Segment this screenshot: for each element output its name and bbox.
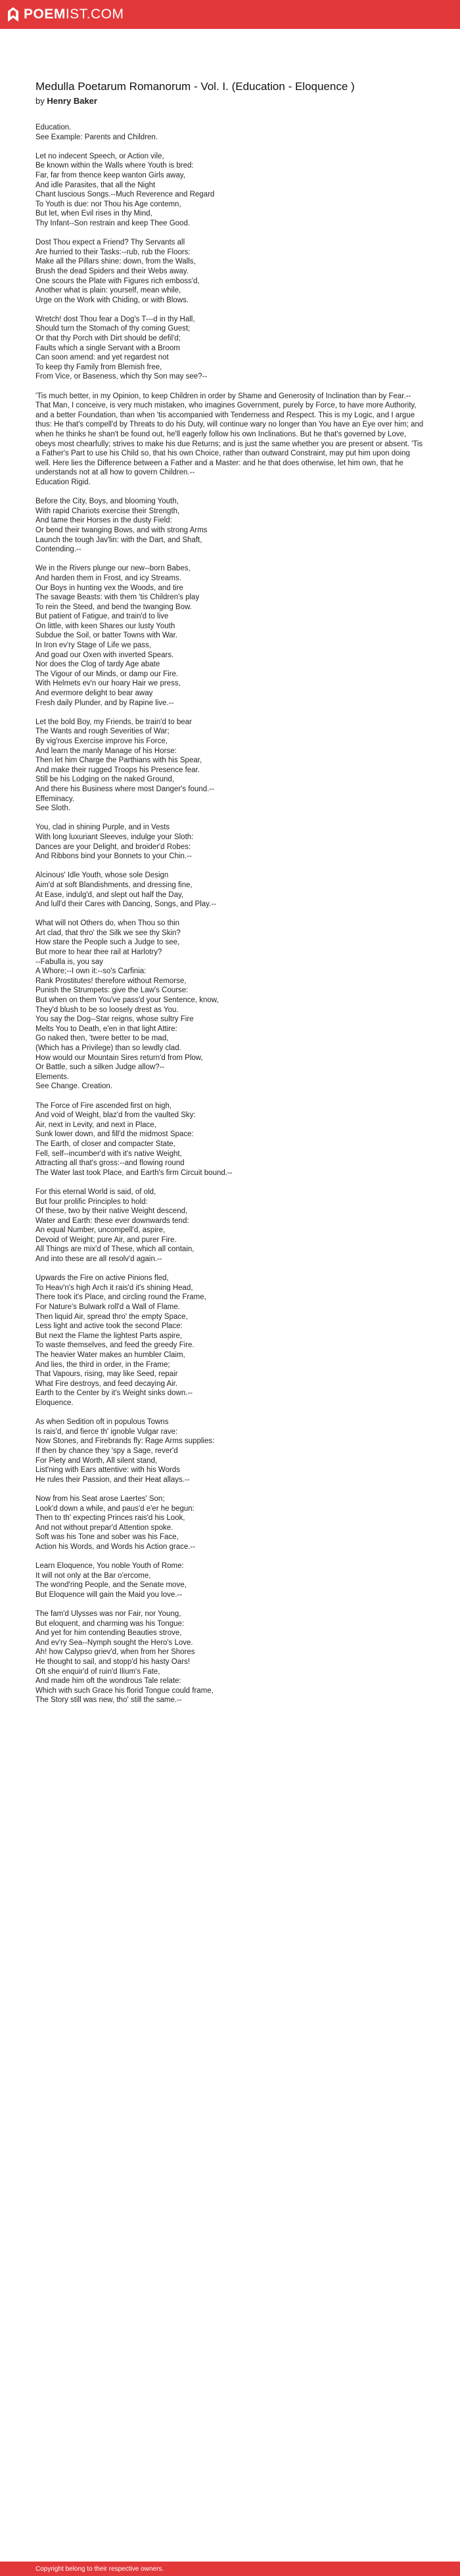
poem-line: Faults which a single Servant with a Broom: [35, 344, 180, 352]
poem-line: Water and Earth: these ever downwards tend:: [35, 1216, 189, 1225]
poem-line: And there his Business where most Danger's found.--: [35, 785, 214, 793]
poem-line: Education Rigid.: [35, 478, 91, 486]
poem-line: He rules their Passion, and their Heat allays.--: [35, 1475, 190, 1484]
poem-line: And learn the manly Manage of his Horse:: [35, 747, 177, 755]
poem-line: With long luxuriant Sleeves, indulge your Sloth:: [35, 833, 194, 841]
poem-line: And lies, the third in order, in the Frame;: [35, 1360, 170, 1369]
poem-line: List'ning with Ears attentive: with his Words: [35, 1466, 180, 1475]
poem-line: Is rais'd, and fierce th' ignoble Vulgar rave:: [35, 1427, 178, 1436]
poem-line: And harden them in Frost, and icy Streams.: [35, 574, 181, 582]
poem-line: And made him oft the wondrous Tale relate:: [35, 1677, 181, 1686]
poem-line: Earth to the Center by it's Weight sinks down.--: [35, 1389, 193, 1398]
poem-line: Now Stones, and Firebrands fly: Rage Arms supplies:: [35, 1437, 215, 1446]
poem-line: You say the Dog--Star reigns, whose sultry Fire: [35, 1015, 194, 1024]
poem-line: Art clad, that thro' the Silk we see thy Skin?: [35, 929, 181, 937]
poem-line: See Example: Parents and Children.: [35, 133, 158, 141]
poem-line: And make their rugged Troops his Presence fear.: [35, 766, 200, 774]
poem-line: Eloquence.: [35, 1398, 74, 1407]
poem-line: And ev'ry Sea--Nymph sought the Hero's Love.: [35, 1638, 193, 1647]
stanza: [35, 1101, 425, 1178]
poem-line: And evermore delight to bear away: [35, 689, 153, 698]
poem-line: --Fabulla is, you say: [35, 957, 103, 966]
stanza: [35, 823, 425, 861]
poem-line: By vig'rous Exercise improve his Force,: [35, 737, 168, 745]
poem-content: [0, 29, 460, 1705]
poem-title: Medulla Poetarum Romanorum - Vol. I. (Education - Eloquence ): [35, 80, 355, 93]
poem-line: Sunk lower down, and fill'd the midmost Space:: [35, 1130, 194, 1139]
poem-line: See Sloth.: [35, 804, 71, 813]
poem-line: And goad our Oxen with inverted Spears.: [35, 651, 174, 659]
poem-line: The Story still was new, tho' still the same.--: [35, 1696, 182, 1705]
poem-line: Then liquid Air, spread thro' the empty Space,: [35, 1312, 188, 1321]
poem-line: But four prolific Principles to hold:: [35, 1197, 148, 1206]
poem-line: To Youth is due: nor Thou his Age contemn,: [35, 200, 181, 208]
poem-line: Look'd down a while, and paus'd e'er he begun:: [35, 1504, 195, 1513]
poem-line: Then let him Charge the Parthians with his Spear,: [35, 756, 202, 765]
copyright-text: Copyright belong to their respective owners.: [35, 2565, 164, 2573]
poem-line: An equal Number, uncompell'd, aspire,: [35, 1226, 166, 1235]
poemist-logo-icon: [8, 7, 18, 22]
poem-line: Alcinous' Idle Youth, whose sole Design: [35, 871, 169, 880]
poem-line: Devoid of Weight; pure Air, and purer Fire.: [35, 1235, 177, 1244]
stanza: [35, 1417, 425, 1484]
poem-line: As when Sedition oft in populous Towns: [35, 1418, 169, 1427]
poem-line: Or Battle, such a silken Judge allow?--: [35, 1063, 165, 1072]
poem-line: Be known within the Walls where Youth is bred:: [35, 162, 194, 170]
poem-line: Or that thy Porch with Dirt should be defil'd;: [35, 334, 181, 343]
poem-line: Let the bold Boy, my Friends, be train'd to bear: [35, 718, 192, 726]
site-header: [0, 0, 460, 29]
poem-line: Launch the tough Jav'lin: with the Dart, and Shaft,: [35, 536, 202, 544]
poem-line: And Ribbons bind your Bonnets to your Chin.--: [35, 852, 192, 861]
stanza: [35, 152, 425, 229]
poem-line: And yet for him contending Beauties strove,: [35, 1629, 182, 1638]
poem-line: Or bend their twanging Bows, and with strong Arms: [35, 526, 208, 534]
poem-line: (Which has a Privilege) than so lewdly clad.: [35, 1044, 181, 1052]
poem-line: Another what is plain: yourself, mean while,: [35, 287, 181, 295]
stanza: [35, 1494, 425, 1552]
poem-author[interactable]: Henry Baker: [47, 96, 97, 106]
site-footer: [0, 2562, 460, 2576]
poem-line: With Helmets ev'n our hoary Hair we press,: [35, 679, 181, 688]
poem-line: A Whore;--I own it:--so's Carfinia:: [35, 967, 147, 976]
poem-line: And not without prepar'd Attention spoke.: [35, 1523, 173, 1532]
stanza: [35, 1187, 425, 1264]
poem-line: And void of Weight, blaz'd from the vaulted Sky:: [35, 1111, 196, 1120]
poem-line: The fam'd Ulysses was nor Fair, nor Young,: [35, 1610, 181, 1619]
poem-line: What will not Others do, when Thou so thin: [35, 919, 180, 928]
stanza: [35, 1274, 425, 1408]
poem-line: For this eternal World is said, of old,: [35, 1187, 156, 1196]
poem-line: The Force of Fire ascended first on high,: [35, 1101, 172, 1110]
poem-line: Ah! how Calypso griev'd, when from her Shores: [35, 1648, 195, 1657]
poem-line: Our Boys in hunting vex the Woods, and tire: [35, 584, 183, 592]
poem-line: Make all the Pillars shine: down, from the Walls,: [35, 258, 196, 266]
poem-line: Oft she enquir'd of ruin'd Ilium's Fate,: [35, 1667, 160, 1676]
poem-line: Thy Infant--Son restrain and keep Thee Good.: [35, 219, 191, 227]
poem-line: And into these are all resolv'd again.--: [35, 1255, 162, 1264]
poem-line: For Piety and Worth, All silent stand,: [35, 1456, 158, 1465]
poem-line: Contending.--: [35, 545, 81, 554]
poem-line: How stare the People such a Judge to see,: [35, 938, 180, 947]
poem-line: Fell, self--incumber'd with it's native Weight,: [35, 1149, 182, 1158]
poem-line: Can soon amend: and yet regardest not: [35, 354, 169, 362]
poem-line: Go naked then, 'twere better to be mad,: [35, 1034, 169, 1043]
poem-line: But let, when Evil rises in thy Mind,: [35, 210, 152, 218]
stanza: [35, 123, 425, 142]
poem-line: Then to th' expecting Princes rais'd his Look,: [35, 1514, 185, 1523]
poem-line: Of these, two by their native Weight descend,: [35, 1207, 188, 1216]
poem-line: Fresh daily Plunder, and by Rapine live.--: [35, 699, 174, 707]
poem-line: It will not only at the Bar o'ercome,: [35, 1571, 151, 1580]
poem-line: Now from his Seat arose Laertes' Son;: [35, 1494, 165, 1503]
poem-line: Education.: [35, 124, 72, 131]
poem-line: But Eloquence will gain the Maid you love.--: [35, 1590, 183, 1599]
poem-line: Urge on the Work with Chiding, or with Blows.: [35, 296, 189, 304]
poem-line: From Vice, or Baseness, which thy Son may see?--: [35, 373, 208, 381]
site-logo-text: [24, 7, 124, 22]
stanza: [35, 315, 425, 382]
stanza: [35, 238, 425, 305]
stanza: [35, 564, 425, 708]
poem-line: The savage Beasts: with them 'tis Children's play: [35, 593, 200, 602]
poem-line: Wretch! dost Thou fear a Dog's T---d in thy Hall,: [35, 315, 195, 323]
poem-line: But eloquent, and charming was his Tongue:: [35, 1619, 185, 1628]
poem-byline: [35, 96, 425, 106]
poem-line: To rein the Steed, and bend the twanging Bow.: [35, 603, 192, 611]
poem-line: To keep thy Family from Blemish free,: [35, 363, 162, 371]
poem-line: One scours the Plate with Figures rich emboss'd,: [35, 277, 200, 285]
poem-line: Rank Prostitutes! therefore without Remorse,: [35, 977, 187, 985]
poem-line: On little, with keen Shares our lusty Youth: [35, 622, 175, 630]
poem-line: Dost Thou expect a Friend? Thy Servants all: [35, 239, 185, 247]
stanza: [35, 919, 425, 1092]
stanza: [35, 497, 425, 555]
poem-line: But patient of Fatigue, and train'd to live: [35, 612, 169, 621]
stanza: [35, 871, 425, 909]
poem-line: Before the City, Boys, and blooming Youth,: [35, 497, 179, 506]
poem-line: The Vigour of our Minds, or damp our Fire.: [35, 670, 179, 678]
stanza: [35, 1561, 425, 1599]
poem-body: [35, 123, 425, 1705]
byline-prefix: by: [35, 96, 45, 106]
poem-line: Punish the Strumpets: give the Law's Course:: [35, 986, 189, 995]
poem-line: To waste themselves, and feed the greedy Fire.: [35, 1341, 195, 1350]
poem-line: Aim'd at soft Blandishments, and dressing fine,: [35, 881, 193, 889]
poem-line: But next the Flame the lightest Parts aspire,: [35, 1331, 183, 1340]
poem-line: Soft was his Tone and sober was his Face,: [35, 1533, 179, 1542]
poem-line: With rapid Chariots exercise their Strength,: [35, 507, 180, 515]
poem-line: Effeminacy.: [35, 794, 75, 803]
poem-line: All Things are mix'd of These, which all contain,: [35, 1245, 195, 1254]
poem-line: Far, far from thence keep wanton Girls away,: [35, 171, 185, 179]
poem-line: Should turn the Stomach of thy coming Guest;: [35, 325, 191, 333]
poem-line: Still be his Lodging on the naked Ground,: [35, 775, 174, 784]
poem-line: Upwards the Fire on active Pinions fled,: [35, 1274, 169, 1283]
logo-light-text: IST.COM: [65, 7, 124, 22]
poem-line: Dances are your Delight, and broider'd Robes:: [35, 842, 191, 851]
poem-line: He thought to sail, and stopp'd his hasty Oars!: [35, 1658, 190, 1666]
poem-line: The Wants and rough Severities of War;: [35, 727, 170, 736]
poem-line: Are hurried to their Tasks:--rub, rub the Floors:: [35, 248, 191, 256]
poem-line: Let no indecent Speech, or Action vile,: [35, 152, 164, 160]
poem-line: Chant luscious Songs.--Much Reverence and Regard: [35, 191, 215, 199]
poem-line: Melts You to Death, e'en in that light Attire:: [35, 1024, 177, 1033]
poem-line: And lull'd their Cares with Dancing, Songs, and Play.--: [35, 900, 216, 909]
poem-line: Attracting all that's gross:--and flowing round: [35, 1159, 185, 1168]
poem-line: There took it's Place, and circling round the Frame,: [35, 1293, 206, 1302]
poem-line: In Iron ev'ry Stage of Life we pass,: [35, 641, 152, 650]
poem-line: But when on them You've pass'd your Sentence, know,: [35, 996, 219, 1005]
stanza: [35, 392, 425, 488]
poem-line: The Water last took Place, and Earth's firm Circuit bound.--: [35, 1168, 233, 1177]
site-logo[interactable]: [8, 7, 124, 22]
poem-line: Brush the dead Spiders and their Webs away.: [35, 267, 189, 275]
stanza: [35, 1609, 425, 1705]
poem-line: At Ease, indulg'd, and slept out half the Day,: [35, 890, 184, 899]
poem-line: The wond'ring People, and the Senate move,: [35, 1581, 187, 1590]
poem-line: Action his Words, and Words his Action grace.--: [35, 1542, 196, 1551]
poem-line: If then by chance they 'spy a Sage, rever'd: [35, 1446, 178, 1455]
logo-bold-text: POEM: [24, 7, 66, 22]
poem-line: 'Tis much better, in my Opinion, to keep Children in order by Shame and Generosity of Inclination than by Fear.--That Man, I conceive, is very much mistaken, who imagines Government, purely by Force, to have more Authority, and a better Foundation, than when 'tis accompanied with Tenderness and Respect. This is my Logic, and I argue thus: He that's compell'd by Threats to do his Duty, will continue wary no longer than You have an Eye over him; and when he thinks he shan't be found out, he'll eagerly follow his own Inclinations. But he that's governed by Love, obeys most chearfully; strives to make his due Returns; and is just the same whether you are present or absent. 'Tis a Father's Part to use his Child so, that his own Choice, rather than outward Constraint, may put him upon doing well. Here lies the Difference between a Father and a Master: and he that does otherwise, let him own, that he understands not at all how to govern Children.--: [35, 392, 426, 477]
poem-line: And tame their Horses in the dusty Field:: [35, 517, 172, 525]
poem-line: The heavier Water makes an humbler Claim,: [35, 1351, 185, 1359]
poem-line: Nor does the Clog of tardy Age abate: [35, 660, 160, 669]
poem-line: That Vapours, rising, may like Seed, repair: [35, 1370, 178, 1379]
poem-line: But more to hear thee rail at Harlotry?: [35, 948, 162, 957]
poem-line: They'd blush to be so loosely drest as You.: [35, 1005, 179, 1014]
poem-line: See Change. Creation.: [35, 1082, 112, 1091]
poem-line: Which with such Grace his florid Tongue could frame,: [35, 1686, 214, 1695]
poem-line: For Nature's Bulwark roll'd a Wall of Flame.: [35, 1303, 180, 1312]
poem-line: How would our Mountain Sires return'd from Plow,: [35, 1053, 203, 1062]
poem-line: Elements.: [35, 1072, 70, 1081]
poem-line: You, clad in shining Purple, and in Vests: [35, 823, 170, 832]
poem-line: Subdue the Soil, or batter Towns with War.: [35, 632, 178, 640]
poem-line: The Earth, of closer and compacter State,: [35, 1139, 175, 1148]
poem-line: We in the Rivers plunge our new--born Babes,: [35, 564, 191, 573]
poem-line: And idle Parasites, that all the Night: [35, 181, 156, 189]
poem-line: Learn Eloquence, You noble Youth of Rome:: [35, 1562, 184, 1571]
poem-line: Air, next in Levity, and next in Place,: [35, 1120, 156, 1129]
poem-line: To Heav'n's high Arch it rais'd it's shining Head,: [35, 1283, 193, 1292]
stanza: [35, 718, 425, 814]
poem-line: Less light and active took the second Place:: [35, 1322, 183, 1331]
poem-line: What Fire destroys, and feed decaying Air.: [35, 1379, 178, 1388]
